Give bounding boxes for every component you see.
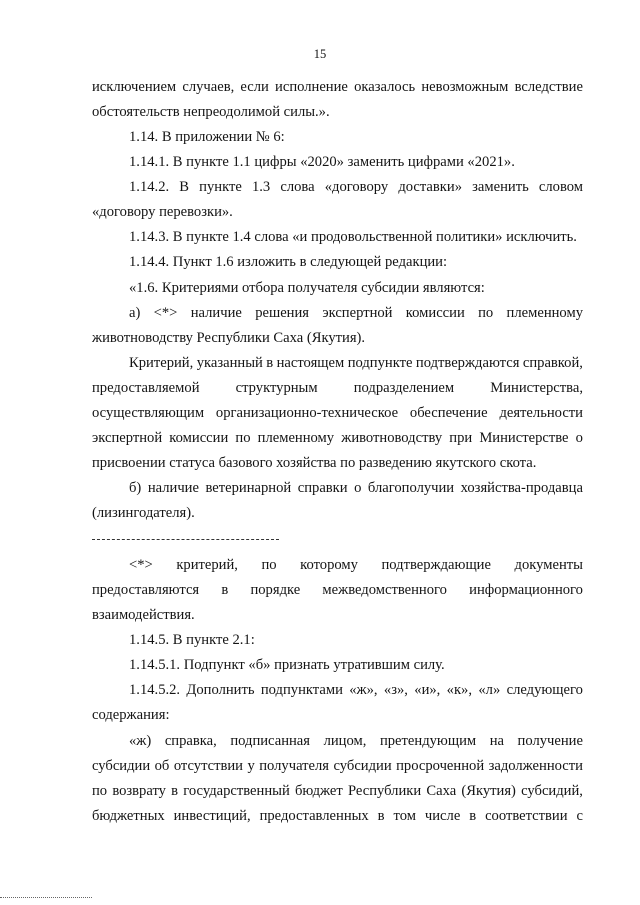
text-line: обстоятельств непреодолимой силы.». (92, 104, 330, 120)
text-line: «1.6. Критериями отбора получателя субсидии являются: (129, 280, 485, 296)
text-line: 1.14.5.1. Подпункт «б» признать утратившим силу. (129, 657, 445, 673)
footnote-line: предоставляются в порядке межведомственного информационного (92, 582, 583, 598)
text-line: присвоении статуса базового хозяйства по разведению якутского скота. (92, 455, 537, 471)
text-line: а) <*> наличие решения экспертной комиссии по племенному (129, 305, 583, 321)
text-line: животноводству Республики Саха (Якутия). (92, 330, 366, 346)
text-line: содержания: (92, 707, 170, 723)
text-line: осуществляющим организационно-техническое обеспечение деятельности (92, 405, 583, 421)
text-line: экспертной комиссии по племенному животноводству при Министерстве о (92, 430, 583, 446)
text-line: 1.14.2. В пункте 1.3 слова «договору доставки» заменить словом (129, 179, 583, 195)
text-line: 1.14.3. В пункте 1.4 слова «и продовольственной политики» исключить. (129, 229, 577, 245)
text-line: 1.14. В приложении № 6: (129, 129, 285, 145)
footnote-line: <*> критерий, по которому подтверждающие документы (129, 557, 583, 573)
text-line: Критерий, указанный в настоящем подпункте подтверждаются справкой, (129, 355, 583, 371)
text-line: бюджетных инвестиций, предоставленных в том числе в соответствии с (92, 808, 583, 824)
text-line: 1.14.1. В пункте 1.1 цифры «2020» заменить цифрами «2021». (129, 154, 515, 170)
text-line: б) наличие ветеринарной справки о благополучии хозяйства-продавца (129, 480, 583, 496)
text-line: «ж) справка, подписанная лицом, претендующим на получение (129, 733, 583, 749)
scan-edge-mark (0, 897, 92, 898)
text-line: (лизингодателя). (92, 505, 195, 521)
page-number: 15 (313, 47, 327, 61)
text-line: субсидии об отсутствии у получателя субсидии просроченной задолженности (92, 758, 583, 774)
text-line: исключением случаев, если исполнение оказалось невозможным вследствие (92, 79, 583, 95)
text-line: 1.14.5.2. Дополнить подпунктами «ж», «з», «и», «к», «л» следующего (129, 682, 583, 698)
text-line: по возврату в государственный бюджет Республики Саха (Якутия) субсидий, (92, 783, 583, 799)
text-line: «договору перевозки». (92, 204, 233, 220)
footnote-line: взаимодействия. (92, 607, 195, 623)
text-line: 1.14.4. Пункт 1.6 изложить в следующей редакции: (129, 254, 448, 270)
footnote-separator (92, 539, 279, 540)
text-line: 1.14.5. В пункте 2.1: (129, 632, 255, 648)
text-line: предоставляемой структурным подразделением Министерства, (92, 380, 583, 396)
